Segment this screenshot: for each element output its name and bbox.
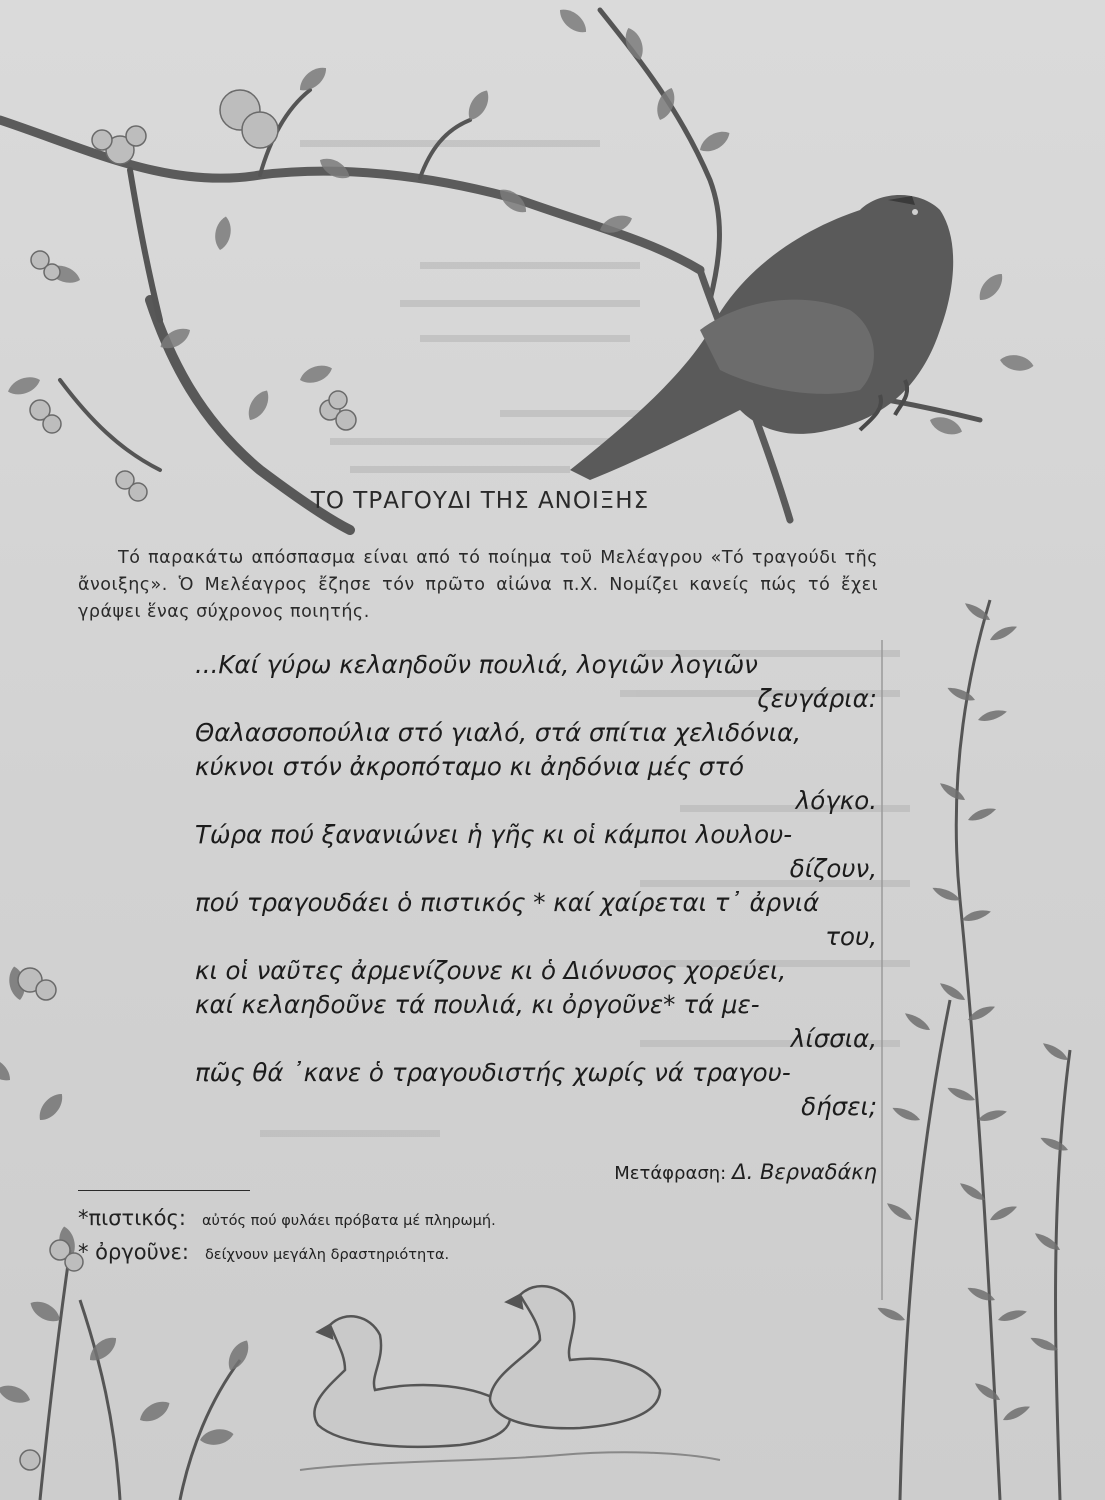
poem-line: λίσσια, (790, 1024, 877, 1053)
footnote-divider (78, 1190, 250, 1191)
translation-credit (520, 1160, 877, 1184)
footnote-definition: δείχνουν μεγάλη δραστηριότητα. (204, 1247, 450, 1263)
poem-line: Τώρα πού ξανανιώνει ἡ γῆς κι οἱ κάμποι λουλου- (195, 820, 793, 849)
intro-paragraph: Τό παρακάτω απόσπασμα είναι από τό ποίημα τοῦ Μελέαγρου «Τό τραγούδι τῆς ἄνοιξης». Ὁ Μελέαγρος ἔζησε τόν πρῶτο αἰώνα π.Χ. Νομίζει κανείς πώς τό ἔχει γράψει ἕνας σύχρονος ποιητής. (78, 548, 878, 622)
footnote (78, 1240, 449, 1264)
poem-line: ζευγάρια: (757, 684, 877, 713)
poem-line: δήσει; (801, 1092, 877, 1121)
poem-block (195, 648, 877, 1124)
poem-line: του, (825, 922, 877, 951)
poem-line: πῶς θά ᾽κανε ὁ τραγουδιστής χωρίς νά τραγου- (195, 1058, 791, 1087)
poem-line: κύκνοι στόν ἀκροπόταμο κι ἀηδόνια μές στό (195, 752, 745, 781)
poem-line: λόγκο. (795, 786, 877, 815)
poem-line: δίζουν, (789, 854, 877, 883)
poem-line: καί κελαηδοῦνε τά πουλιά, κι ὀργοῦνε* τά με- (195, 990, 760, 1019)
translator-name: Δ. Βερναδάκη (732, 1160, 877, 1184)
flower-plant-icon (40, 1250, 240, 1500)
translation-label: Μετάφραση: (614, 1163, 727, 1184)
poem-line: ...Καί γύρω κελαηδοῦν πουλιά, λογιῶν λογιῶν (195, 650, 758, 679)
poem-line: πού τραγουδάει ὁ πιστικός * καί χαίρεται τ᾽ ἀρνιά (195, 888, 820, 917)
poem-line: κι οἱ ναῦτες ἀρμενίζουνε κι ὁ Διόνυσος χορεύει, (195, 956, 787, 985)
footnote-term: * ὀργοῦνε: (78, 1240, 189, 1264)
poem-line: Θαλασσοπούλια στό γιαλό, στά σπίτια χελιδόνια, (195, 718, 802, 747)
footnote-term: *πιστικός: (78, 1206, 186, 1230)
page-title: ΤΟ ΤΡΑΓΟΥΔΙ ΤΗΣ ΑΝΟΙΞΗΣ (310, 488, 650, 514)
fern-plant-icon (900, 600, 1070, 1500)
footnote (78, 1206, 496, 1230)
ducks-icon (300, 1286, 720, 1470)
footnote-definition: αὐτός πού φυλάει πρόβατα μέ πληρωμή. (201, 1213, 496, 1229)
fern-fronds (876, 601, 1071, 1424)
